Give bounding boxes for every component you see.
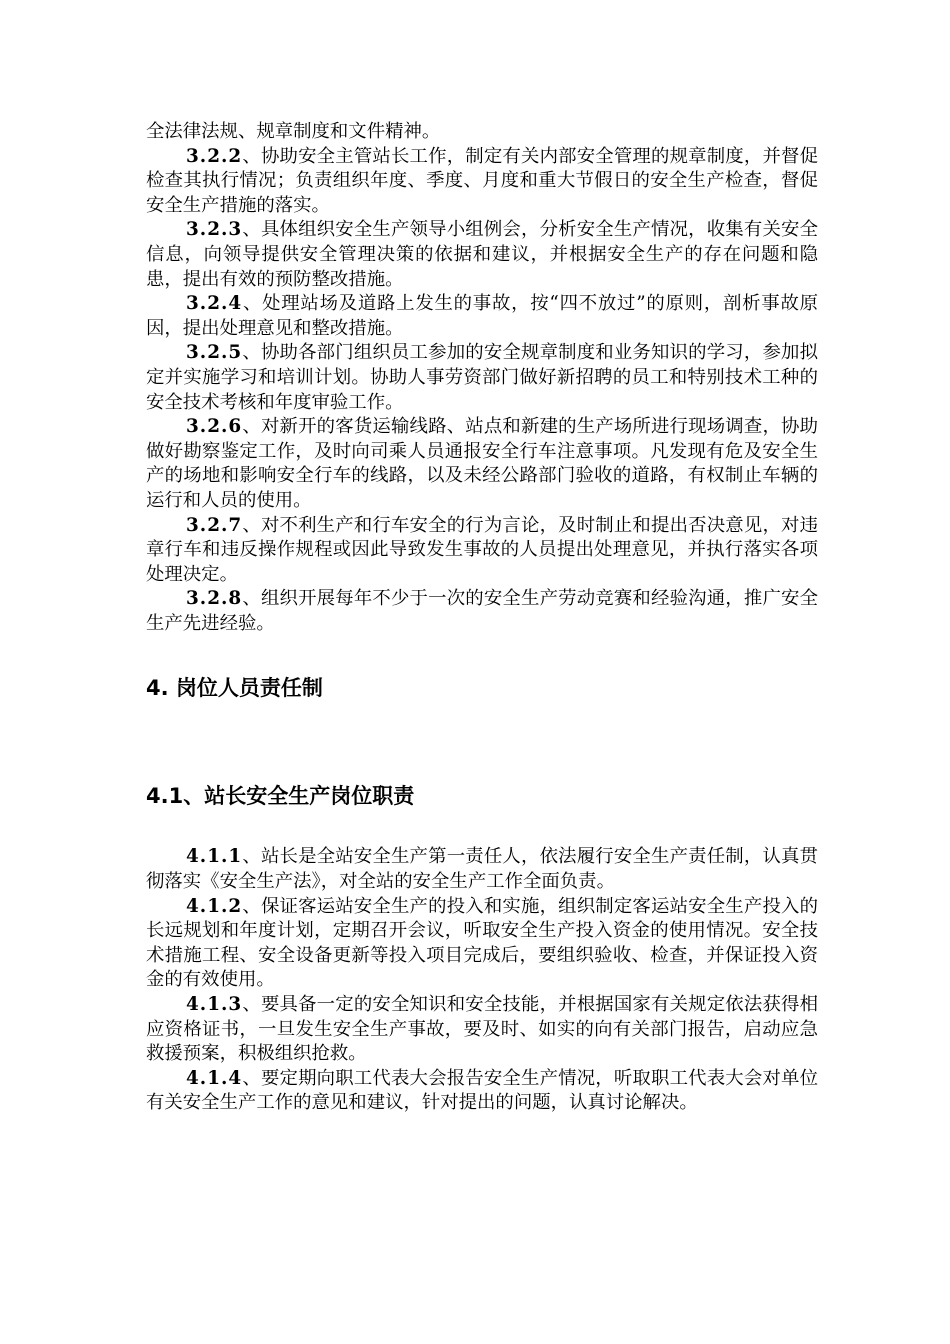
document-body (146, 120, 818, 1116)
clause-number: 4.1.1 (186, 846, 243, 868)
clause-text: 、要定期向职工代表大会报告安全生产情况，听取职工代表大会对单位有关安全生产工作的意见和建议，针对提出的问题，认真讨论解决。 (146, 1067, 818, 1114)
clause-3-2-2 (146, 145, 818, 219)
clause-number: 4.1.3 (186, 994, 243, 1016)
section-4-1-heading: 4.1、站长安全生产岗位职责 (146, 784, 415, 809)
clause-text: 、协助安全主管站长工作，制定有关内部安全管理的规章制度，并督促检查其执行情况；负责组织年度、季度、月度和重大节假日的安全生产检查，督促安全生产措施的落实。 (146, 145, 818, 216)
clause-text: 、对不利生产和行车安全的行为言论，及时制止和提出否决意见，对违章行车和违反操作规程或因此导致发生事故的人员提出处理意见，并执行落实各项处理决定。 (146, 514, 818, 585)
clause-text: 、协助各部门组织员工参加的安全规章制度和业务知识的学习，参加拟定并实施学习和培训计划。协助人事劳资部门做好新招聘的员工和特别技术工种的安全技术考核和年度审验工作。 (146, 342, 818, 413)
clause-4-1-3 (146, 993, 818, 1067)
clause-number: 3.2.4 (186, 293, 243, 315)
clause-text: 、保证客运站安全生产的投入和实施，组织制定客运站安全生产投入的长远规划和年度计划，定期召开会议，听取安全生产投入资金的使用情况。安全技术措施工程、安全设备更新等投入项目完成后，要组织验收、检查，并保证投入资金的有效使用。 (146, 895, 818, 991)
clause-4-1-2 (146, 895, 818, 993)
clause-number: 3.2.8 (186, 588, 243, 610)
clause-3-2-3 (146, 218, 818, 292)
clause-number: 3.2.6 (186, 416, 243, 438)
continued-paragraph: 全法律法规、规章制度和文件精神。 (146, 121, 441, 142)
clause-3-2-7 (146, 514, 818, 588)
clause-text: 、具体组织安全生产领导小组例会，分析安全生产情况，收集有关安全信息，向领导提供安全管理决策的依据和建议，并根据安全生产的存在问题和隐患，提出有效的预防整改措施。 (146, 219, 818, 290)
clause-number: 3.2.7 (186, 514, 243, 536)
clause-text: 、对新开的客货运输线路、站点和新建的生产场所进行现场调查，协助做好勘察鉴定工作，及时向司乘人员通报安全行车注意事项。凡发现有危及安全生产的场地和影响安全行车的线路，以及未经公路部门验收的道路，有权制止车辆的运行和人员的使用。 (146, 416, 818, 511)
section-4-1-clauses (146, 845, 818, 1116)
clause-number: 3.2.2 (186, 145, 243, 167)
clause-text: 、组织开展每年不少于一次的安全生产劳动竞赛和经验沟通，推广安全生产先进经验。 (146, 588, 818, 634)
clause-4-1-1 (146, 845, 818, 894)
clause-text: 、处理站场及道路上发生的事故，按“四不放过”的原则，剖析事故原因，提出处理意见和整改措施。 (146, 293, 818, 339)
clause-text: 、站长是全站安全生产第一责任人，依法履行安全生产责任制，认真贯彻落实《安全生产法》，对全站的安全生产工作全面负责。 (146, 846, 818, 893)
clause-3-2-4 (146, 292, 818, 341)
section-3-2-continued (146, 120, 818, 636)
clause-number: 4.1.2 (186, 895, 243, 917)
clause-text: 、要具备一定的安全知识和安全技能，并根据国家有关规定依法获得相应资格证书，一旦发生安全生产事故，要及时、如实的向有关部门报告，启动应急救援预案，积极组织抢救。 (146, 994, 818, 1065)
clause-number: 3.2.5 (186, 342, 243, 364)
clause-3-2-5 (146, 341, 818, 415)
section-4-heading: 4. 岗位人员责任制 (146, 676, 323, 701)
clause-4-1-4 (146, 1067, 818, 1116)
clause-3-2-8 (146, 587, 818, 636)
clause-number: 3.2.3 (186, 219, 243, 241)
clause-3-2-6 (146, 415, 818, 513)
clause-number: 4.1.4 (186, 1067, 243, 1089)
